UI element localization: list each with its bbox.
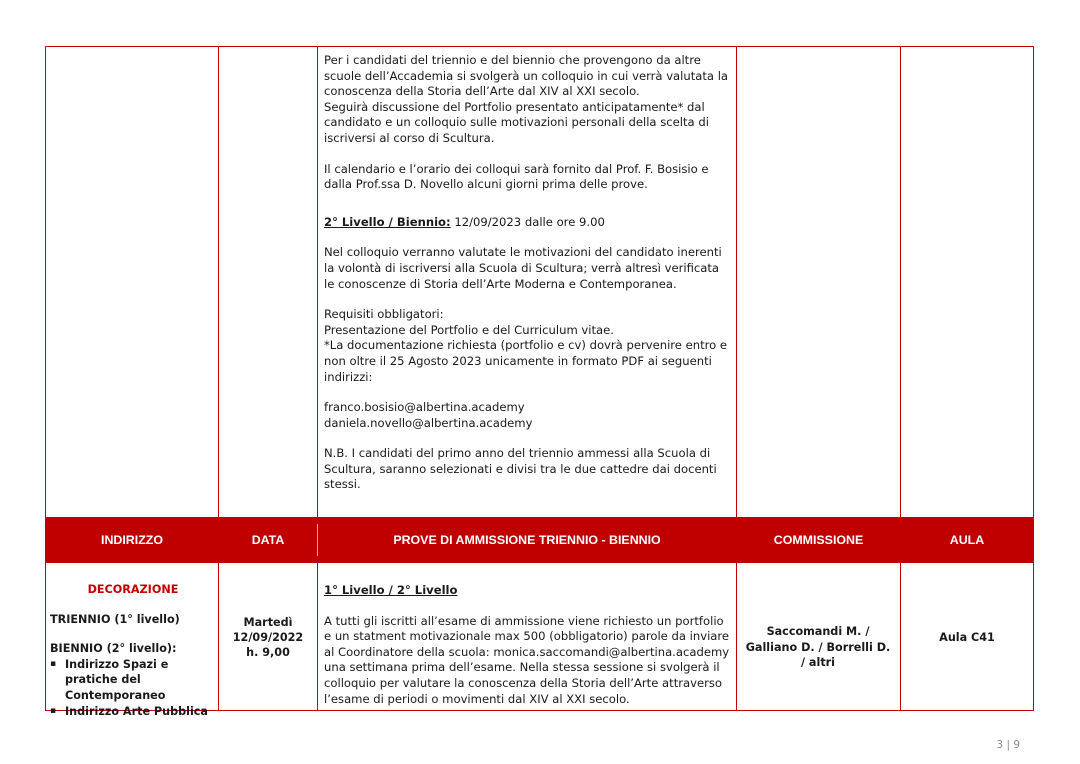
requirements-title: Requisiti obbligatori: [324, 307, 444, 322]
col-divider-4 [900, 46, 901, 711]
biennio-label: 2° Livello / Biennio: [324, 214, 451, 229]
exam-date: 12/09/2022 [232, 631, 304, 644]
exam-day: Martedì [243, 616, 293, 629]
col-divider-2 [317, 46, 318, 711]
biennio-date: 12/09/2023 dalle ore 9.00 [450, 214, 605, 229]
header-prove: PROVE DI AMMISSIONE TRIENNIO - BIENNIO [393, 533, 661, 547]
school-name: DECORAZIONE [87, 583, 179, 596]
colloquio-paragraph: Per i candidati del triennio e del biennio che provengono da altre scuole dell’Accademia si svolgerà un colloquio in cui verrà valutata la conoscenza della Storia dell’Arte dal XIV al XXI secolo. [324, 53, 729, 99]
indirizzi-list [50, 657, 216, 719]
table-border-left [45, 46, 46, 711]
exam-description-cell [324, 583, 732, 707]
commission-cell: Saccomandi M. / Galliano D. / Borrelli D. / altri [745, 625, 891, 670]
calendar-paragraph: Il calendario e l’orario dei colloqui sarà fornito dal Prof. F. Bosisio e dalla Prof.ssa D. Novello alcuni giorni prima delle prove. [324, 161, 709, 192]
col-divider-1 [218, 46, 219, 711]
triennio-label: TRIENNIO (1° livello) [50, 612, 180, 626]
exam-hour: h. 9,00 [246, 646, 290, 659]
portfolio-paragraph: Seguirà discussione del Portfolio presentato anticipatamente* dal candidato e un colloquio sulle motivazioni personali della scelta di iscriversi al corso di Scultura. [324, 99, 709, 145]
nb-paragraph: N.B. I candidati del primo anno del triennio ammessi alla Scuola di Scultura, saranno selezionati e divisi tra le due cattedre dai docenti stessi. [324, 446, 717, 492]
requirements-note: *La documentazione richiesta (portfolio e cv) dovrà pervenire entro e non oltre il 25 Agosto 2023 unicamente in formato PDF ai seguenti indirizzi: [324, 338, 728, 384]
motivation-paragraph: Nel colloquio verranno valutate le motivazioni del candidato inerenti la volontà di iscriversi alla Scuola di Scultura; verrà altresì verificata le conoscenze di Storia dell’Arte Moderna e Contemporanea. [324, 245, 722, 291]
table-border-right [1033, 46, 1034, 711]
header-commissione: COMMISSIONE [773, 533, 864, 547]
date-cell [219, 615, 317, 660]
school-cell [50, 582, 216, 719]
exam-description: A tutti gli iscritti all’esame di ammissione viene richiesto un portfolio e un statment motivazionale max 500 (obbligatorio) parole da inviare al Coordinatore della scuola: monica.saccomandi@albertina.academy una settimana prima dell’esame. Nella stessa sessione si svolgerà il colloquio per valutare la conoscenza della Storia dell’Arte attraverso l’esame di periodi o movimenti dal XIV al XXI secolo. [324, 613, 730, 706]
email-novello[interactable]: daniela.novello@albertina.academy [324, 415, 533, 430]
biennio-line [324, 215, 732, 231]
table-top-border [45, 46, 1034, 47]
header-aula: AULA [949, 533, 985, 547]
upper-description-cell [324, 53, 732, 493]
header-indirizzo: INDIRIZZO [101, 533, 163, 547]
email-bosisio[interactable]: franco.bosisio@albertina.academy [324, 400, 525, 415]
level-title: 1° Livello / 2° Livello [324, 583, 458, 597]
requirements-line: Presentazione del Portfolio e del Curriculum vitae. [324, 322, 614, 337]
indirizzo-item: ▪ Indirizzo Arte Pubblica [50, 704, 216, 720]
col-divider-3 [736, 46, 737, 711]
indirizzo-item: ▪ Indirizzo Spazi e pratiche del Contemporaneo [50, 657, 216, 704]
page-number: 3 | 9 [996, 739, 1020, 751]
biennio-label: BIENNIO (2° livello): [50, 642, 177, 656]
room-cell: Aula C41 [939, 631, 995, 644]
header-data: DATA [251, 533, 285, 547]
